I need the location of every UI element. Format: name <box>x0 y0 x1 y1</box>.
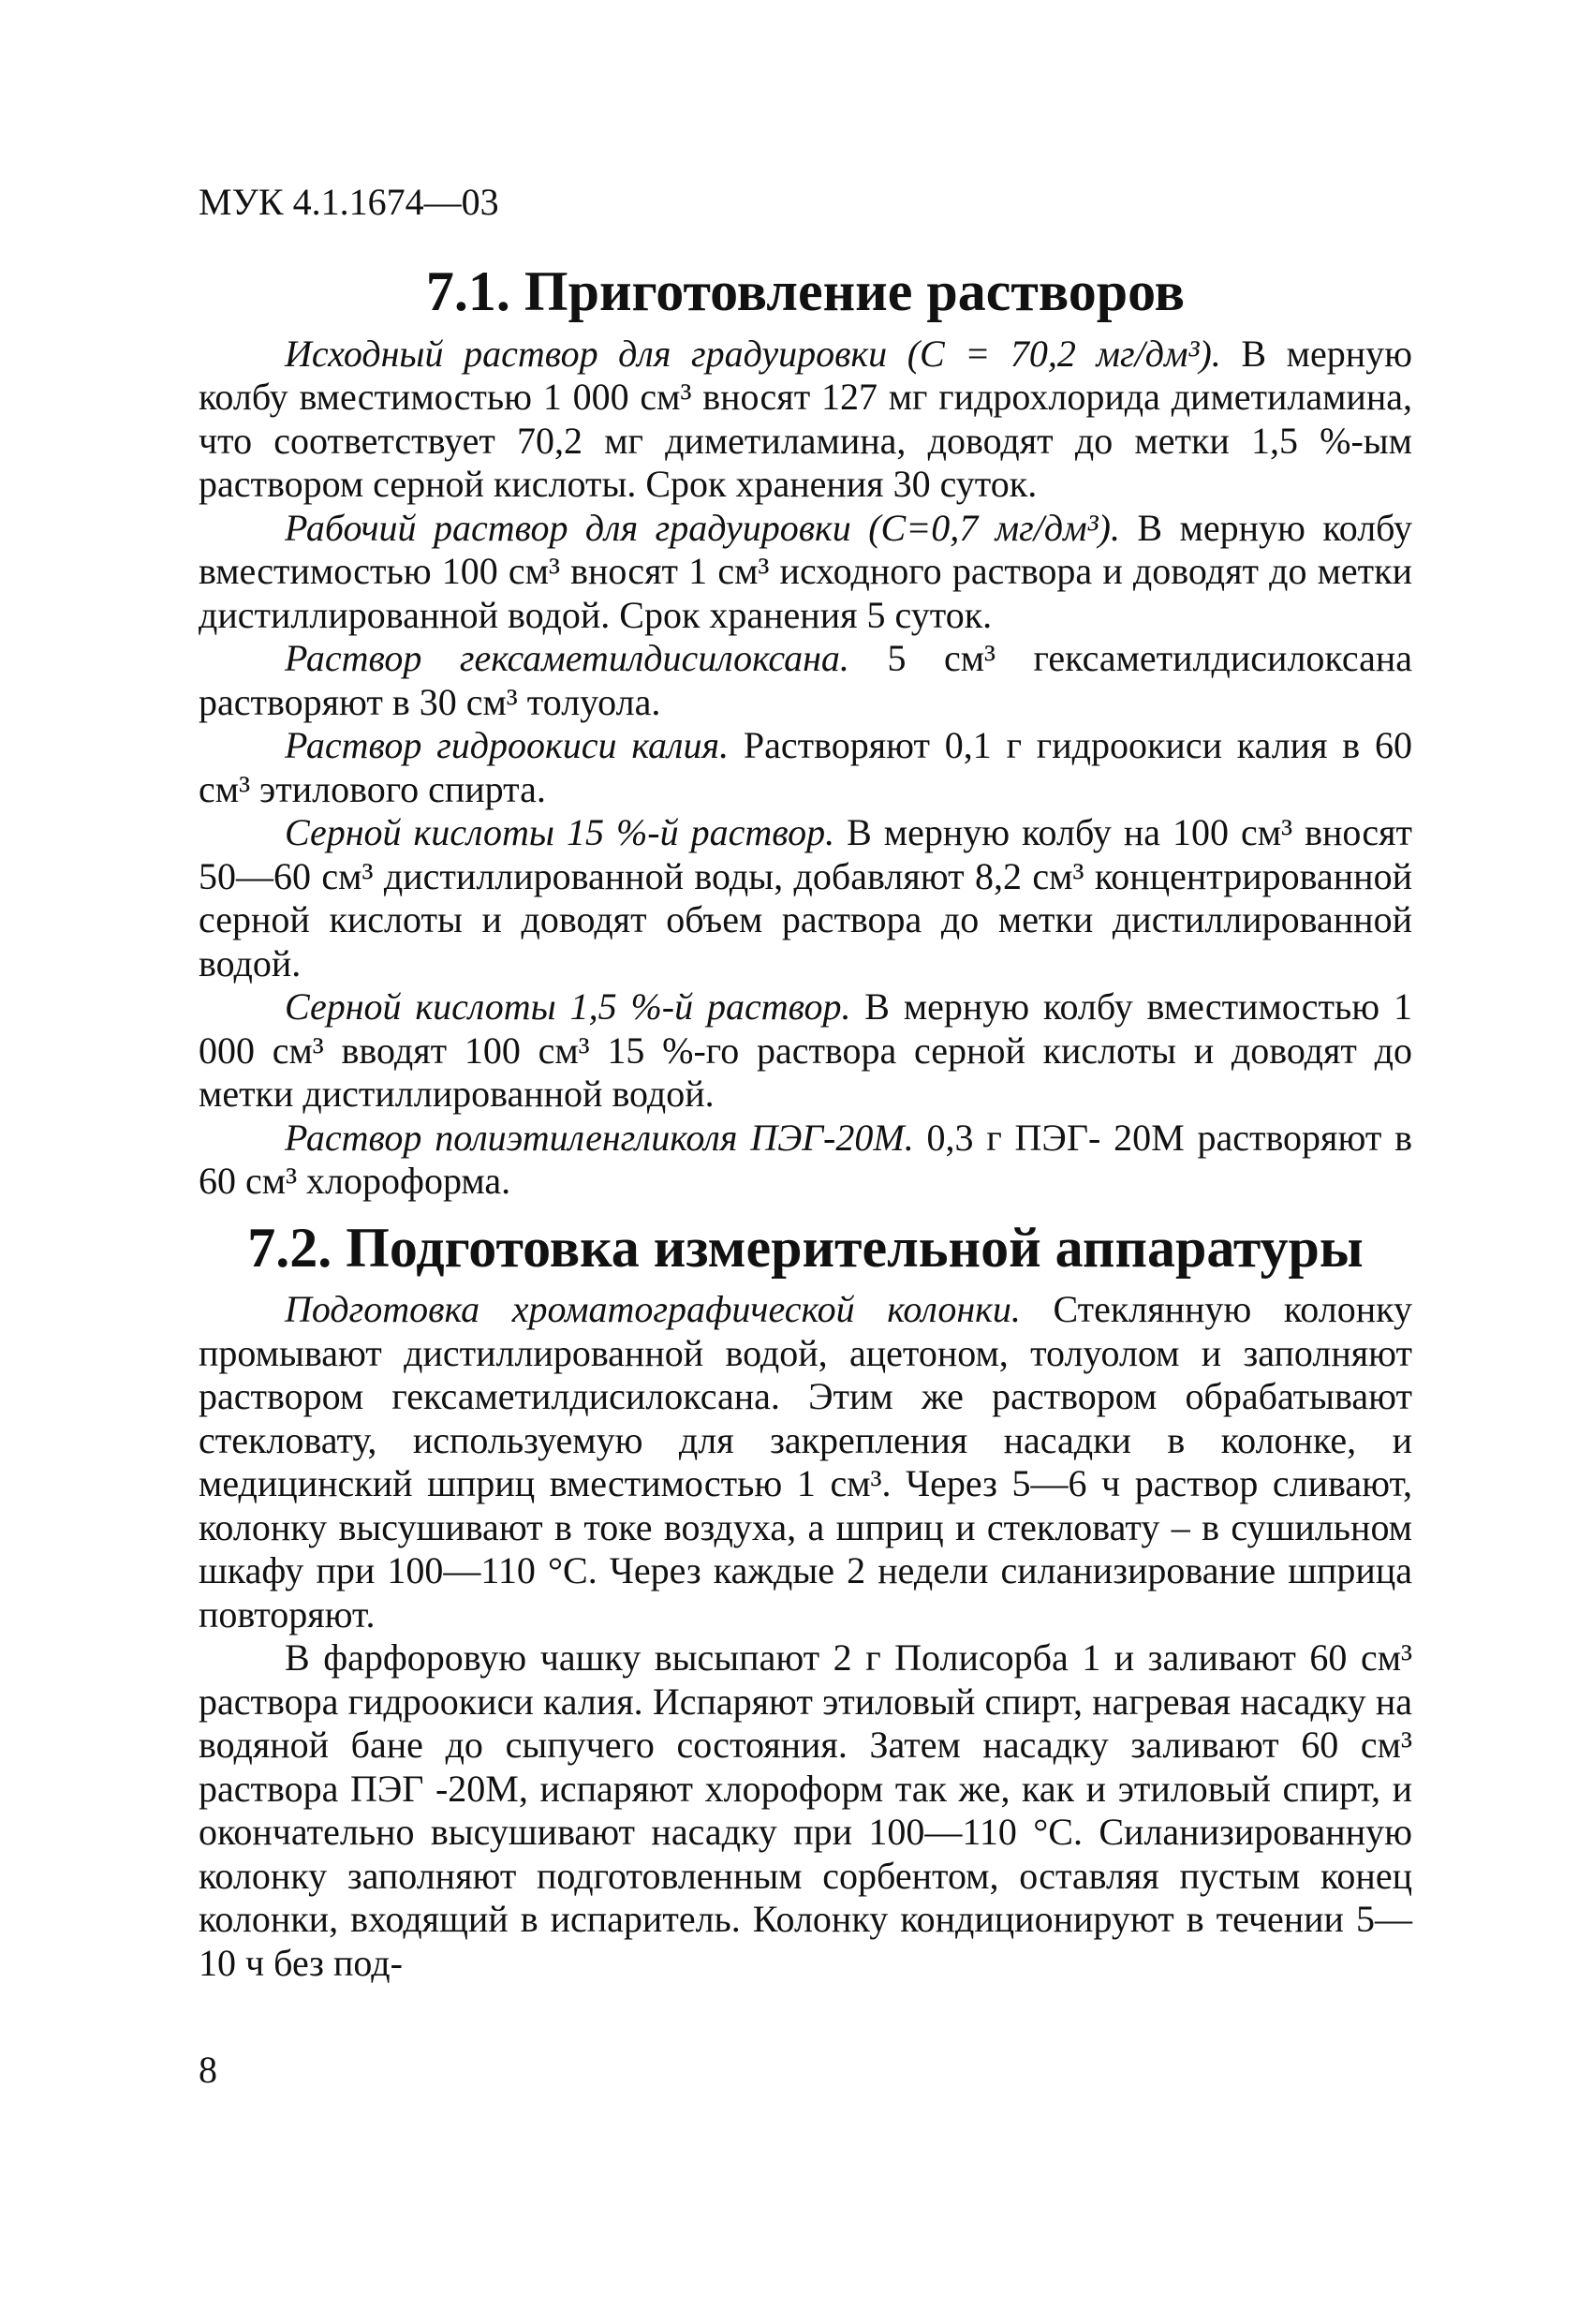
paragraph <box>199 724 1412 811</box>
paragraph <box>199 1288 1412 1636</box>
section-7-2 <box>199 1216 1412 1986</box>
page-number: 8 <box>199 2049 217 2091</box>
paragraph-text: В мерную колбу вместимостью 1 000 см³ вводят 100 см³ 15 %-го раствора серной кислоты и доводят до метки дистиллированной водой. <box>199 985 1412 1115</box>
paragraph <box>199 637 1412 724</box>
paragraph-text: В мерную колбу на 100 см³ вносят 50—60 см³ дистиллированной воды, добавляют 8,2 см³ концентрированной серной кислоты и доводят объем раствора до метки дистиллированной водой. <box>199 811 1413 984</box>
running-header: МУК 4.1.1674—03 <box>199 181 499 223</box>
paragraph-run-in-title: Раствор гидроокиси калия. <box>285 724 730 766</box>
section-heading: 7.2. Подготовка измерительной аппаратуры <box>247 1216 1364 1279</box>
paragraph <box>199 1636 1412 1985</box>
paragraph-run-in-title: Раствор полиэтиленгликоля ПЭГ-20М. <box>285 1116 914 1159</box>
section-heading: 7.1. Приготовление растворов <box>425 260 1186 322</box>
paragraph-run-in-title: Рабочий раствор для градуировки (С=0,7 мг/дм³). <box>285 506 1120 549</box>
paragraph-run-in-title: Раствор гексаметилдисилоксана. <box>285 637 849 679</box>
paragraph <box>199 985 1412 1117</box>
paragraph-run-in-title: Исходный раствор для градуировки (С = 70,2 мг/дм³). <box>285 332 1221 375</box>
paragraph <box>199 1117 1412 1204</box>
paragraph <box>199 811 1412 985</box>
paragraph-text: 5 см³ гексаметилдисилоксана растворяют в 30 см³ толуола. <box>199 637 1412 723</box>
paragraph-text: 0,3 г ПЭГ- 20М растворяют в 60 см³ хлороформа. <box>199 1116 1412 1202</box>
section-7-1 <box>199 260 1413 1204</box>
paragraph <box>199 333 1412 507</box>
paragraph-text: Растворяют 0,1 г гидроокиси калия в 60 см³ этилового спирта. <box>199 724 1412 810</box>
paragraph-text: В мерную колбу вместимостью 100 см³ вносят 1 см³ исходного раствора и доводят до метки дистиллированной водой. Срок хранения 5 суток. <box>199 506 1412 636</box>
paragraph <box>199 507 1412 638</box>
paragraph-text: В мерную колбу вместимостью 1 000 см³ вносят 127 мг гидрохлорида диметиламина, что соответствует 70,2 мг диметиламина, доводят до метки 1,5 %-ым раствором серной кислоты. Срок хранения 30 суток. <box>199 332 1412 505</box>
paragraph-run-in-title: Серной кислоты 15 %-й раствор. <box>285 811 835 853</box>
paragraph-run-in-title: Подготовка хроматографической колонки. <box>285 1288 1021 1330</box>
paragraph-run-in-title: Серной кислоты 1,5 %-й раствор. <box>285 985 851 1028</box>
paragraph-text: Стеклянную колонку промывают дистиллированной водой, ацетоном, толуолом и заполняют раствором гексаметилдисилоксана. Этим же раствором обрабатывают стекловату, используемую для закрепления насадки в колонке, и медицинский шприц вместимостью 1 см³. Через 5—6 ч раствор сливают, колонку высушивают в токе воздуха, а шприц и стекловату – в сушильном шкафу при 100—110 °С. Через каждые 2 недели силанизирование шприца повторяют. <box>199 1288 1412 1636</box>
text-body <box>199 260 1413 1985</box>
paragraph-text: В фарфоровую чашку высыпают 2 г Полисорба 1 и заливают 60 см³ раствора гидроокиси калия. Испаряют этиловый спирт, нагревая насадку на водяной бане до сыпучего состояния. Затем насадку заливают 60 см³ раствора ПЭГ -20М, испаряют хлороформ так же, как и этиловый спирт, и окончательно высушивают насадку при 100—110 °С. Силанизированную колонку заполняют подготовленным сорбентом, оставляя пустым конец колонки, входящий в испаритель. Колонку кондиционируют в течении 5—10 ч без под- <box>199 1636 1412 1984</box>
